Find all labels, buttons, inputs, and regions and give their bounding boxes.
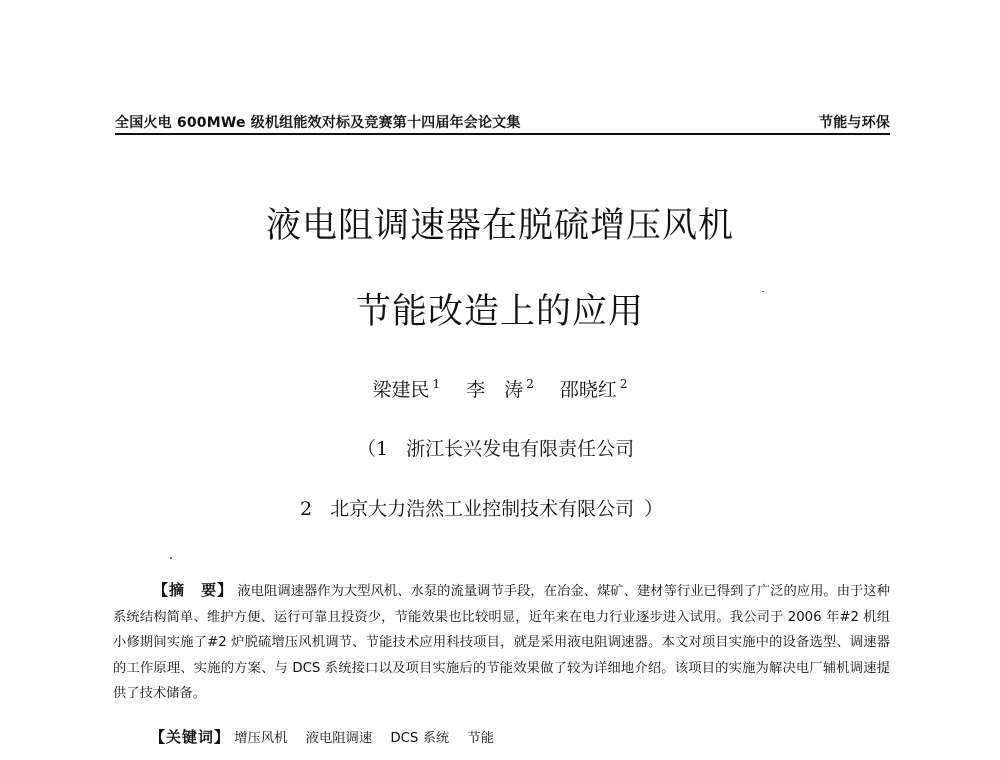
abstract-label: 【摘 要】 <box>153 581 234 599</box>
affiliation-text: 浙江长兴发电有限责任公司 <box>406 438 635 460</box>
author-affiliation-mark: 1 <box>432 377 441 391</box>
keyword: DCS 系统 <box>390 731 450 746</box>
keywords <box>150 726 508 747</box>
abstract-text: 液电阻调速器作为大型风机、水泵的流量调节手段，在冶金、煤矿、建材等行业已得到了广泛的应用。由于这种系统结构简单、维护方便、运行可靠且投资少，节能效果也比较明显，近年来在电力行业逐步进入试用。我公司于 2006 年#2 机组小修期间实施了#2 炉脱硫增压风机调节、节能技术应用科技项目，就是采用液电阻调速器。本文对项目实施中的设备选型、调速器的工作原理、实施的方案、与 DCS 系统接口以及项目实施后的节能效果做了较为详细地介绍。该项目的实施为解决电厂辅机调速提供了技术储备。 <box>113 584 890 701</box>
keywords-label: 【关键词】 <box>150 728 231 746</box>
affiliation-number: （1 <box>357 438 389 460</box>
keyword: 液电阻调速 <box>305 731 373 746</box>
proceedings-title: 全国火电 600MWe 级机组能效对标及竞赛第十四届年会论文集 <box>115 115 521 131</box>
paper-title-line-2: 节能改造上的应用 <box>355 292 644 332</box>
author <box>466 379 534 401</box>
author-name: 邵晓红 <box>559 379 617 401</box>
author-affiliation-mark: 2 <box>619 377 628 391</box>
author-name: 李 涛 <box>466 379 524 401</box>
keyword: 节能 <box>467 731 495 746</box>
paper-title-line-1: 液电阻调速器在脱硫增压风机 <box>265 206 734 246</box>
author-name: 梁建民 <box>372 379 430 401</box>
affiliation-close-paren: ） <box>644 498 664 520</box>
affiliation-number: 2 <box>300 498 313 520</box>
author <box>372 379 440 401</box>
section-name: 节能与环保 <box>819 115 890 131</box>
keyword: 增压风机 <box>234 731 288 746</box>
header-rule <box>115 133 890 135</box>
scan-speck <box>170 557 172 559</box>
scan-speck <box>762 291 764 292</box>
author-affiliation-mark: 2 <box>526 377 534 391</box>
affiliation-2 <box>300 494 663 521</box>
abstract <box>113 578 890 707</box>
author-list <box>0 375 1000 402</box>
author <box>560 379 628 401</box>
affiliation-text: 北京大力浩然工业控制技术有限公司 <box>330 498 635 520</box>
affiliation-1 <box>357 434 634 461</box>
running-header <box>115 110 890 134</box>
